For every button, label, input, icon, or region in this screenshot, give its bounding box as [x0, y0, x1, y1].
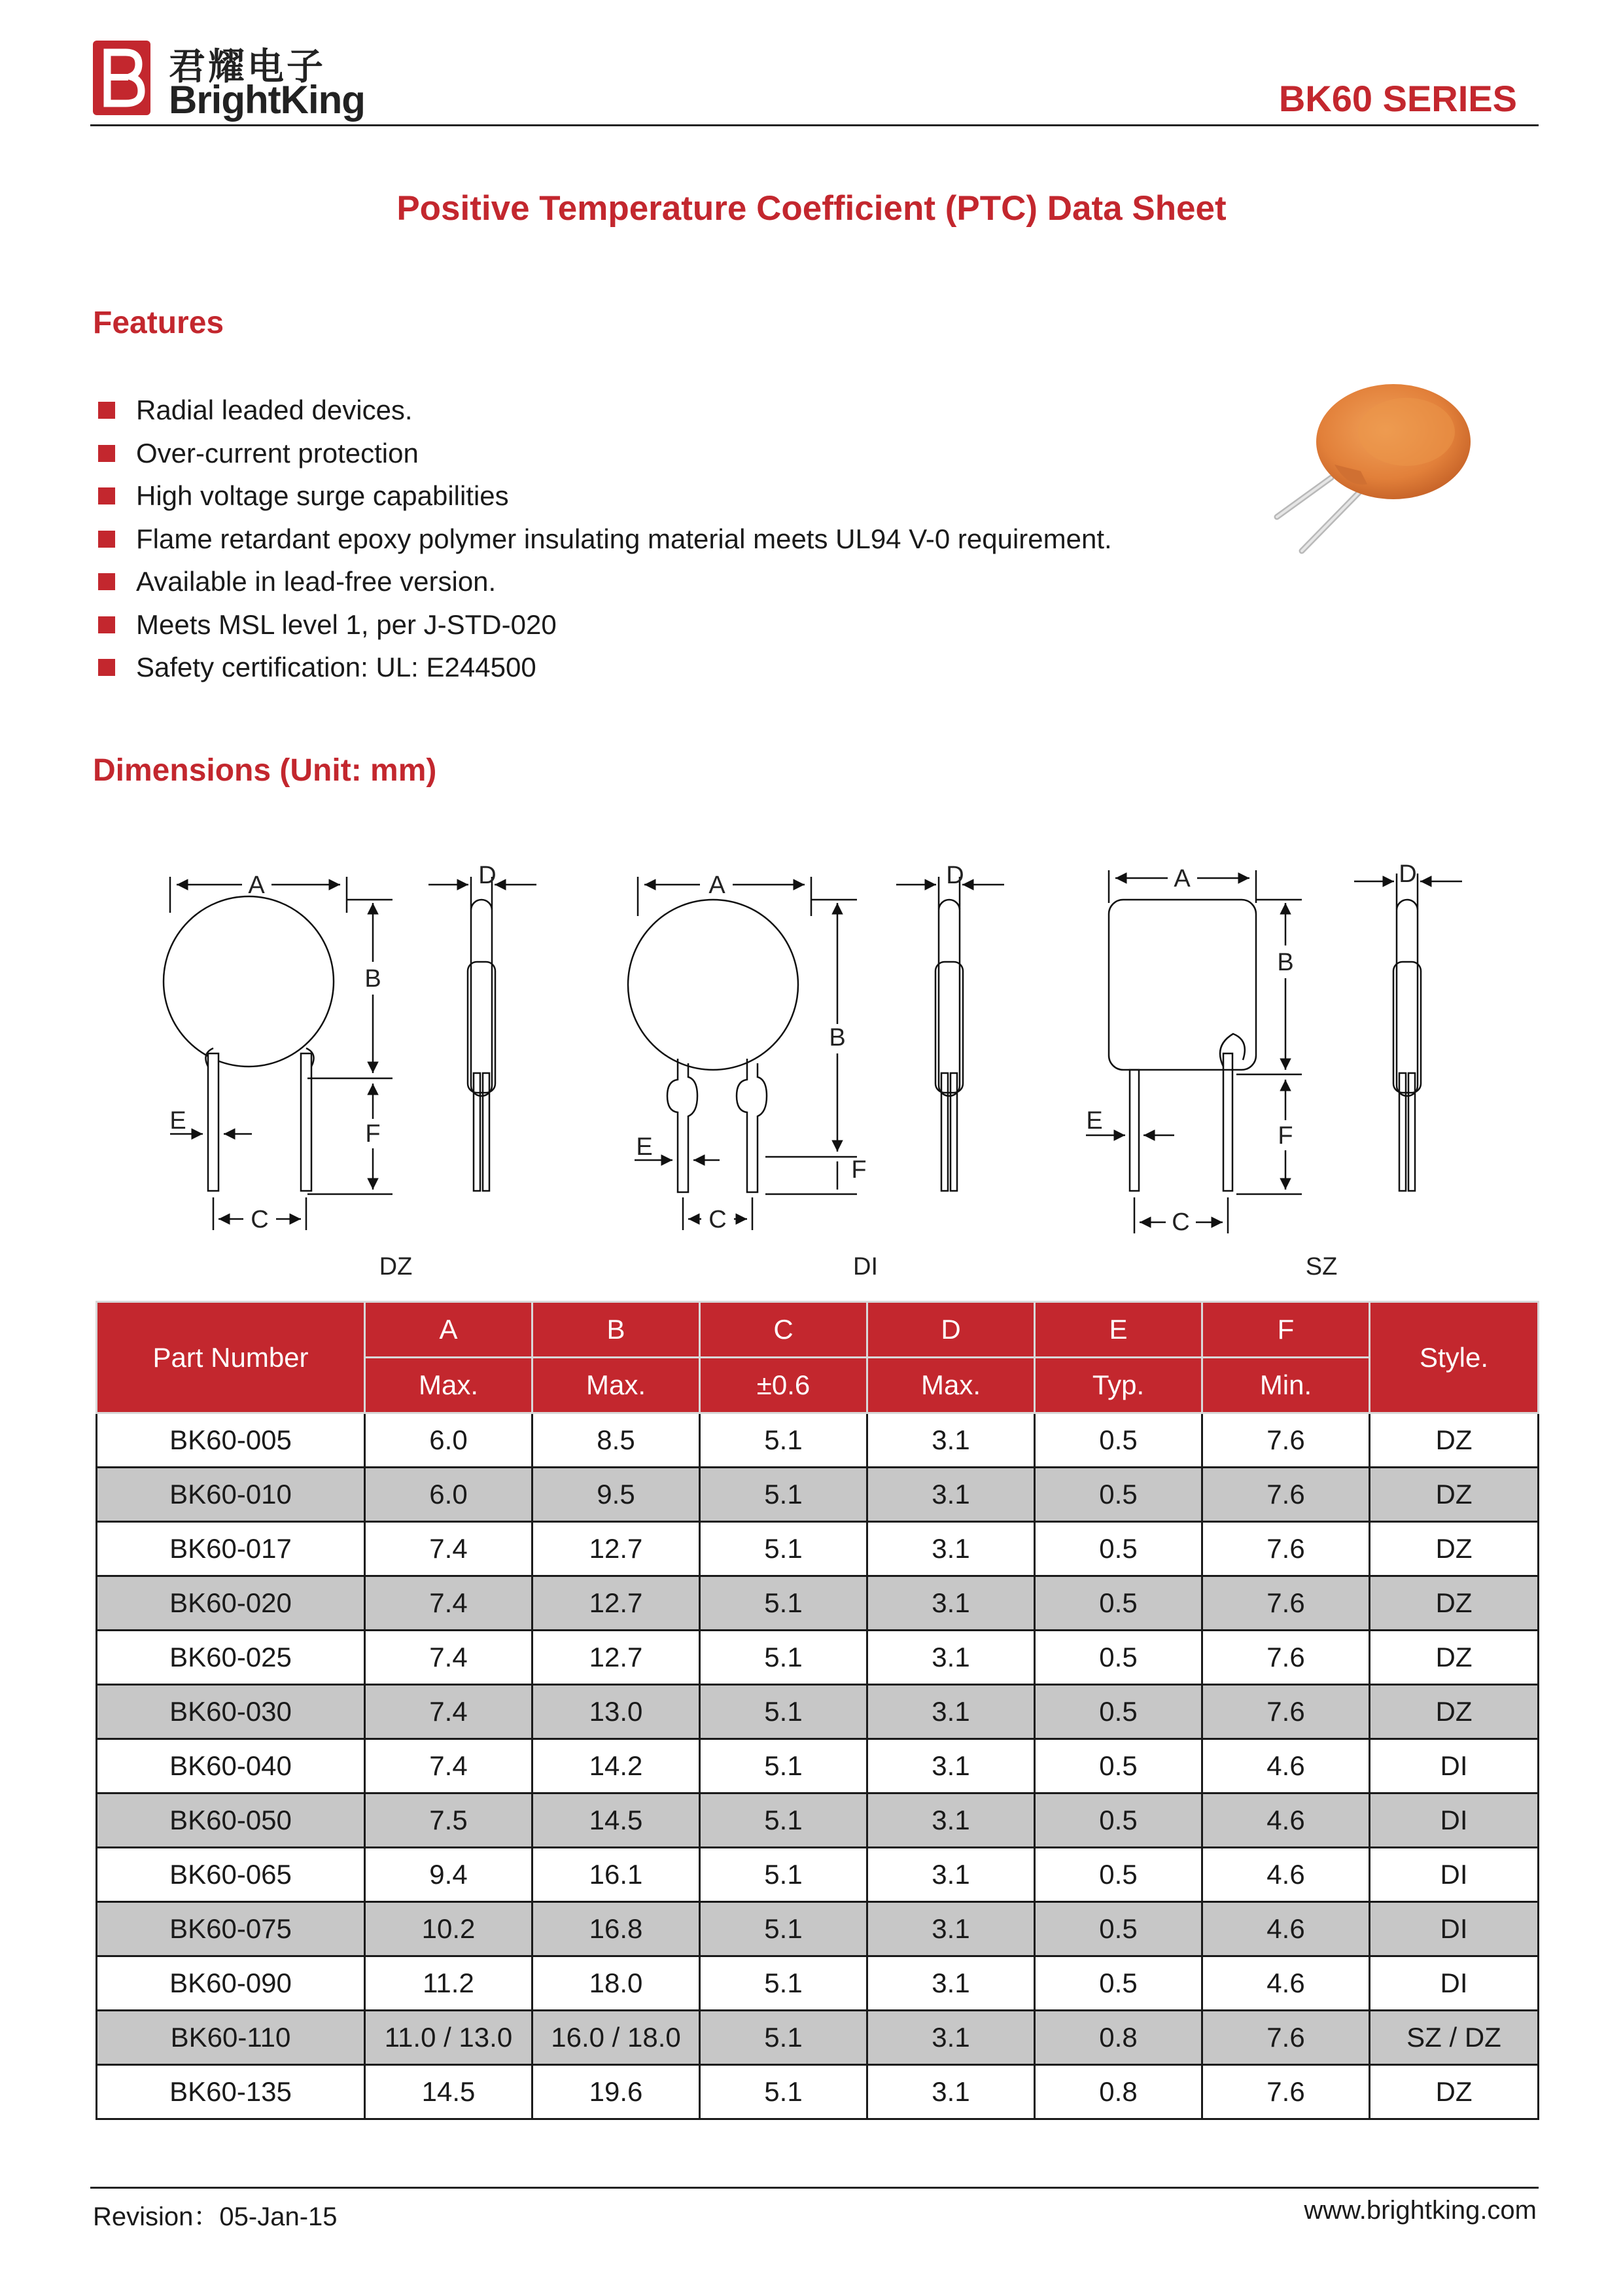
col-e-cell: 0.5	[1035, 1576, 1202, 1631]
dim-label-d: D	[478, 862, 497, 889]
feature-item: Over-current protection	[97, 432, 1112, 475]
style-cell: DZ	[1370, 2065, 1539, 2119]
col-a-cell: 6.0	[365, 1468, 532, 1522]
dimensions-table	[96, 1301, 1539, 2120]
dim-label-c: C	[708, 1206, 727, 1233]
col-c-cell: 5.1	[700, 1576, 867, 1631]
table-row	[97, 2011, 1539, 2065]
col-d-cell: 3.1	[867, 1848, 1035, 1902]
footer-divider	[90, 2187, 1539, 2189]
table-row	[97, 2065, 1539, 2119]
table-row	[97, 1902, 1539, 1956]
table-row	[97, 1739, 1539, 1793]
col-d-subheader: Max.	[867, 1358, 1035, 1413]
col-d-cell: 3.1	[867, 1685, 1035, 1739]
style-label-dz: DZ	[379, 1253, 413, 1280]
table-row	[97, 1468, 1539, 1522]
table-body	[97, 1413, 1539, 2119]
style-cell: DZ	[1370, 1576, 1539, 1631]
col-f-cell: 4.6	[1202, 1848, 1370, 1902]
part-number-cell: BK60-025	[97, 1631, 365, 1685]
col-e-cell: 0.5	[1035, 1848, 1202, 1902]
col-e-cell: 0.8	[1035, 2011, 1202, 2065]
col-b-cell: 16.8	[532, 1902, 700, 1956]
part-number-cell: BK60-090	[97, 1956, 365, 2011]
part-number-cell: BK60-005	[97, 1413, 365, 1468]
col-d-cell: 3.1	[867, 1902, 1035, 1956]
logo-brand-name: BrightKing	[169, 78, 365, 122]
col-d-cell: 3.1	[867, 2065, 1035, 2119]
col-d-cell: 3.1	[867, 1793, 1035, 1848]
col-e-cell: 0.5	[1035, 1413, 1202, 1468]
style-cell: DI	[1370, 1956, 1539, 2011]
col-b-cell: 14.2	[532, 1739, 700, 1793]
dim-label-e: E	[636, 1133, 653, 1161]
col-a-subheader: Max.	[365, 1358, 532, 1413]
col-b-subheader: Max.	[532, 1358, 700, 1413]
style-cell: DZ	[1370, 1685, 1539, 1739]
col-b-cell: 14.5	[532, 1793, 700, 1848]
col-f-cell: 7.6	[1202, 1685, 1370, 1739]
col-e-cell: 0.8	[1035, 2065, 1202, 2119]
dim-label-b: B	[364, 965, 381, 993]
col-d-header: D	[867, 1302, 1035, 1358]
style-cell: DZ	[1370, 1522, 1539, 1576]
table-row	[97, 1848, 1539, 1902]
col-f-cell: 7.6	[1202, 1522, 1370, 1576]
col-f-subheader: Min.	[1202, 1358, 1370, 1413]
col-c-cell: 5.1	[700, 1956, 867, 2011]
col-b-cell: 12.7	[532, 1631, 700, 1685]
dim-label-f: F	[1278, 1122, 1293, 1150]
col-e-cell: 0.5	[1035, 1956, 1202, 2011]
dim-label-b: B	[829, 1024, 846, 1051]
dim-label-e: E	[169, 1107, 186, 1135]
feature-item: Safety certification: UL: E244500	[97, 646, 1112, 689]
col-c-cell: 5.1	[700, 1793, 867, 1848]
col-c-cell: 5.1	[700, 1848, 867, 1902]
part-number-cell: BK60-040	[97, 1739, 365, 1793]
table-row	[97, 1522, 1539, 1576]
dimension-drawings	[150, 838, 1524, 1282]
col-f-cell: 4.6	[1202, 1902, 1370, 1956]
website-link[interactable]: www.brightking.com	[1304, 2196, 1537, 2225]
style-cell: DI	[1370, 1848, 1539, 1902]
brightking-logo-icon	[93, 41, 150, 115]
col-a-cell: 11.0 / 13.0	[365, 2011, 532, 2065]
style-cell: DZ	[1370, 1413, 1539, 1468]
col-b-cell: 13.0	[532, 1685, 700, 1739]
table-row	[97, 1413, 1539, 1468]
col-a-cell: 14.5	[365, 2065, 532, 2119]
col-a-cell: 10.2	[365, 1902, 532, 1956]
col-c-cell: 5.1	[700, 1685, 867, 1739]
col-d-cell: 3.1	[867, 1468, 1035, 1522]
col-d-cell: 3.1	[867, 1631, 1035, 1685]
col-f-cell: 7.6	[1202, 1468, 1370, 1522]
col-c-cell: 5.1	[700, 1631, 867, 1685]
dim-label-c: C	[1172, 1209, 1190, 1236]
col-e-subheader: Typ.	[1035, 1358, 1202, 1413]
features-list	[97, 389, 1112, 689]
part-number-cell: BK60-010	[97, 1468, 365, 1522]
dimensions-heading: Dimensions (Unit: mm)	[93, 753, 437, 788]
col-c-cell: 5.1	[700, 1739, 867, 1793]
dim-label-a: A	[1174, 865, 1191, 892]
logo-chinese-name: 君耀电子	[169, 46, 326, 87]
style-cell: DI	[1370, 1793, 1539, 1848]
col-a-cell: 9.4	[365, 1848, 532, 1902]
col-e-cell: 0.5	[1035, 1685, 1202, 1739]
col-f-cell: 7.6	[1202, 1576, 1370, 1631]
series-title: BK60 SERIES	[1278, 78, 1517, 119]
col-a-cell: 7.4	[365, 1522, 532, 1576]
col-f-cell: 7.6	[1202, 2011, 1370, 2065]
col-a-cell: 7.4	[365, 1739, 532, 1793]
table-row	[97, 1631, 1539, 1685]
col-d-cell: 3.1	[867, 2011, 1035, 2065]
col-e-header: E	[1035, 1302, 1202, 1358]
page-title: Positive Temperature Coefficient (PTC) Data Sheet	[396, 189, 1227, 228]
col-c-header: C	[700, 1302, 867, 1358]
dim-label-e: E	[1086, 1107, 1103, 1135]
col-d-cell: 3.1	[867, 1522, 1035, 1576]
col-d-cell: 3.1	[867, 1576, 1035, 1631]
col-b-cell: 12.7	[532, 1576, 700, 1631]
style-cell: DZ	[1370, 1468, 1539, 1522]
col-d-cell: 3.1	[867, 1413, 1035, 1468]
part-number-cell: BK60-017	[97, 1522, 365, 1576]
col-e-cell: 0.5	[1035, 1793, 1202, 1848]
col-c-cell: 5.1	[700, 2011, 867, 2065]
revision-date: Revision：05-Jan-15	[93, 2202, 338, 2231]
col-f-cell: 7.6	[1202, 1631, 1370, 1685]
col-e-cell: 0.5	[1035, 1739, 1202, 1793]
col-b-cell: 9.5	[532, 1468, 700, 1522]
col-c-cell: 5.1	[700, 1902, 867, 1956]
style-label-sz: SZ	[1305, 1253, 1338, 1280]
col-a-cell: 6.0	[365, 1413, 532, 1468]
part-number-cell: BK60-030	[97, 1685, 365, 1739]
col-f-cell: 7.6	[1202, 2065, 1370, 2119]
col-e-cell: 0.5	[1035, 1902, 1202, 1956]
col-a-cell: 7.5	[365, 1793, 532, 1848]
col-d-cell: 3.1	[867, 1739, 1035, 1793]
header-divider	[90, 124, 1539, 126]
col-a-cell: 7.4	[365, 1631, 532, 1685]
feature-item: Available in lead-free version.	[97, 560, 1112, 603]
dim-label-d: D	[1399, 860, 1417, 888]
col-a-cell: 7.4	[365, 1576, 532, 1631]
col-b-header: B	[532, 1302, 700, 1358]
dim-label-f: F	[851, 1156, 867, 1184]
dim-label-d: D	[946, 862, 964, 889]
col-a-cell: 7.4	[365, 1685, 532, 1739]
style-cell: DI	[1370, 1739, 1539, 1793]
col-b-cell: 12.7	[532, 1522, 700, 1576]
col-a-header: A	[365, 1302, 532, 1358]
feature-item: Meets MSL level 1, per J-STD-020	[97, 603, 1112, 646]
table-row	[97, 1793, 1539, 1848]
dim-label-f: F	[365, 1120, 381, 1148]
part-number-cell: BK60-050	[97, 1793, 365, 1848]
col-b-cell: 19.6	[532, 2065, 700, 2119]
dim-label-c: C	[251, 1206, 269, 1233]
features-heading: Features	[93, 306, 224, 340]
part-number-cell: BK60-135	[97, 2065, 365, 2119]
col-f-cell: 4.6	[1202, 1793, 1370, 1848]
col-c-cell: 5.1	[700, 2065, 867, 2119]
col-b-cell: 8.5	[532, 1413, 700, 1468]
style-header: Style.	[1370, 1302, 1539, 1413]
dim-label-a: A	[708, 872, 725, 899]
col-c-subheader: ±0.6	[700, 1358, 867, 1413]
col-e-cell: 0.5	[1035, 1631, 1202, 1685]
feature-item: Radial leaded devices.	[97, 389, 1112, 432]
table-header-row	[97, 1302, 1539, 1358]
style-cell: SZ / DZ	[1370, 2011, 1539, 2065]
col-c-cell: 5.1	[700, 1413, 867, 1468]
style-cell: DZ	[1370, 1631, 1539, 1685]
col-e-cell: 0.5	[1035, 1522, 1202, 1576]
table-row	[97, 1685, 1539, 1739]
col-b-cell: 16.0 / 18.0	[532, 2011, 700, 2065]
col-a-cell: 11.2	[365, 1956, 532, 2011]
ptc-device-photo	[1269, 380, 1485, 563]
col-c-cell: 5.1	[700, 1522, 867, 1576]
style-cell: DI	[1370, 1902, 1539, 1956]
col-d-cell: 3.1	[867, 1956, 1035, 2011]
table-row	[97, 1956, 1539, 2011]
col-f-header: F	[1202, 1302, 1370, 1358]
table-row	[97, 1576, 1539, 1631]
col-f-cell: 7.6	[1202, 1413, 1370, 1468]
part-number-header: Part Number	[97, 1302, 365, 1413]
col-b-cell: 16.1	[532, 1848, 700, 1902]
col-c-cell: 5.1	[700, 1468, 867, 1522]
dim-label-b: B	[1277, 949, 1294, 976]
col-f-cell: 4.6	[1202, 1956, 1370, 2011]
col-b-cell: 18.0	[532, 1956, 700, 2011]
col-f-cell: 4.6	[1202, 1739, 1370, 1793]
part-number-cell: BK60-065	[97, 1848, 365, 1902]
feature-item: Flame retardant epoxy polymer insulating material meets UL94 V-0 requirement.	[97, 518, 1112, 561]
feature-item: High voltage surge capabilities	[97, 474, 1112, 518]
part-number-cell: BK60-110	[97, 2011, 365, 2065]
col-e-cell: 0.5	[1035, 1468, 1202, 1522]
style-label-di: DI	[853, 1253, 878, 1280]
part-number-cell: BK60-020	[97, 1576, 365, 1631]
part-number-cell: BK60-075	[97, 1902, 365, 1956]
dim-label-a: A	[248, 872, 265, 899]
